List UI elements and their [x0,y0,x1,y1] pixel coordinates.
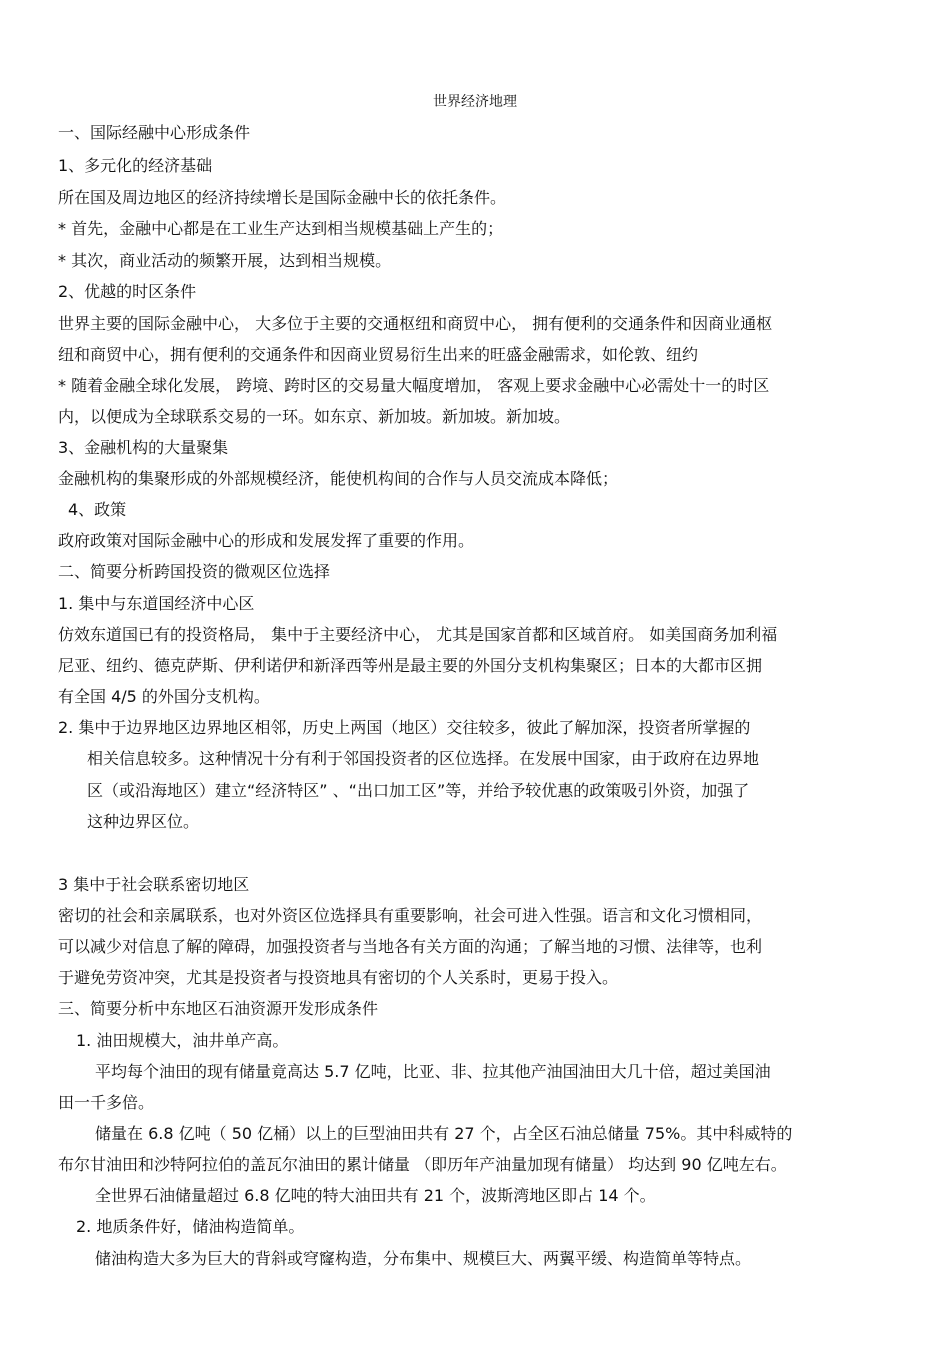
paragraph-line: 金融机构的集聚形成的外部规模经济，能使机构间的合作与人员交流成本降低； [58,469,619,488]
subsection-heading: 2、优越的时区条件 [58,282,197,301]
subsection-heading: 3、金融机构的大量聚集 [58,438,229,457]
paragraph-line: 区（或沿海地区）建立“经济特区” 、“出口加工区”等，并给予较优惠的政策吸引外资，加强了 [87,781,750,800]
paragraph-line: 所在国及周边地区的经济持续增长是国际金融中长的依托条件。 [58,188,507,207]
paragraph-line: 内，以便成为全球联系交易的一环。如东京、新加坡。新加坡。新加坡。 [58,407,571,426]
section-heading: 三、简要分析中东地区石油资源开发形成条件 [58,999,379,1018]
document-title: 世界经济地理 [433,94,517,110]
paragraph-line: 全世界石油储量超过 6.8 亿吨的特大油田共有 21 个，波斯湾地区即占 14 个。 [95,1186,656,1205]
paragraph-line: 纽和商贸中心，拥有便利的交通条件和因商业贸易衍生出来的旺盛金融需求，如伦敦、纽约 [58,345,699,364]
paragraph-line: 政府政策对国际金融中心的形成和发展发挥了重要的作用。 [58,531,475,550]
section-heading: 一、国际经融中心形成条件 [58,123,251,142]
subsection-heading: 1. 集中与东道国经济中心区 [58,594,255,613]
numbered-item: 2. 集中于边界地区边界地区相邻，历史上两国（地区）交往较多，彼此了解加深，投资者所掌握的 [58,718,751,737]
subsection-heading: 3 集中于社会联系密切地区 [58,875,250,894]
paragraph-line: 尼亚、纽约、德克萨斯、伊利诺伊和新泽西等州是最主要的外国分支机构集聚区；日本的大都市区拥 [58,656,763,675]
paragraph-line: 田一千多倍。 [58,1093,155,1112]
bullet-line: * 随着金融全球化发展， 跨境、跨时区的交易量大幅度增加， 客观上要求金融中心必需处十一的时区 [58,376,770,395]
subsection-heading: 4、政策 [68,500,127,519]
numbered-item: 2. 地质条件好，储油构造简单。 [76,1217,305,1236]
section-heading: 二、简要分析跨国投资的微观区位选择 [58,562,331,581]
paragraph-line: 平均每个油田的现有储量竟高达 5.7 亿吨，比亚、非、拉其他产油国油田大几十倍，超过美国油 [95,1062,771,1081]
paragraph-line: 世界主要的国际金融中心， 大多位于主要的交通枢纽和商贸中心， 拥有便利的交通条件和因商业通枢 [58,314,773,333]
subsection-heading: 1、多元化的经济基础 [58,156,213,175]
paragraph-line: 于避免劳资冲突，尤其是投资者与投资地具有密切的个人关系时，更易于投入。 [58,968,619,987]
paragraph-line: 布尔甘油田和沙特阿拉伯的盖瓦尔油田的累计储量 （即历年产油量加现有储量） 均达到 90 亿吨左右。 [58,1155,787,1174]
paragraph-line: 密切的社会和亲属联系，也对外资区位选择具有重要影响，社会可进入性强。语言和文化习惯相同， [58,906,763,925]
paragraph-line: 储量在 6.8 亿吨（ 50 亿桶）以上的巨型油田共有 27 个，占全区石油总储量 75%。其中科威特的 [95,1124,793,1143]
paragraph-line: 有全国 4/5 的外国分支机构。 [58,687,270,706]
bullet-line: * 其次，商业活动的频繁开展，达到相当规模。 [58,251,392,270]
bullet-line: * 首先，金融中心都是在工业生产达到相当规模基础上产生的； [58,219,504,238]
paragraph-line: 可以减少对信息了解的障碍，加强投资者与当地各有关方面的沟通；了解当地的习惯、法律等，也利 [58,937,763,956]
paragraph-line: 仿效东道国已有的投资格局， 集中于主要经济中心， 尤其是国家首都和区域首府。 如美国商务加利福 [58,625,778,644]
paragraph-line: 相关信息较多。这种情况十分有利于邻国投资者的区位选择。在发展中国家，由于政府在边界地 [87,749,760,768]
paragraph-line: 这种边界区位。 [87,812,200,831]
paragraph-line: 储油构造大多为巨大的背斜或穹窿构造，分布集中、规模巨大、两翼平缓、构造简单等特点。 [95,1249,752,1268]
numbered-item: 1. 油田规模大，油井单产高。 [76,1031,289,1050]
